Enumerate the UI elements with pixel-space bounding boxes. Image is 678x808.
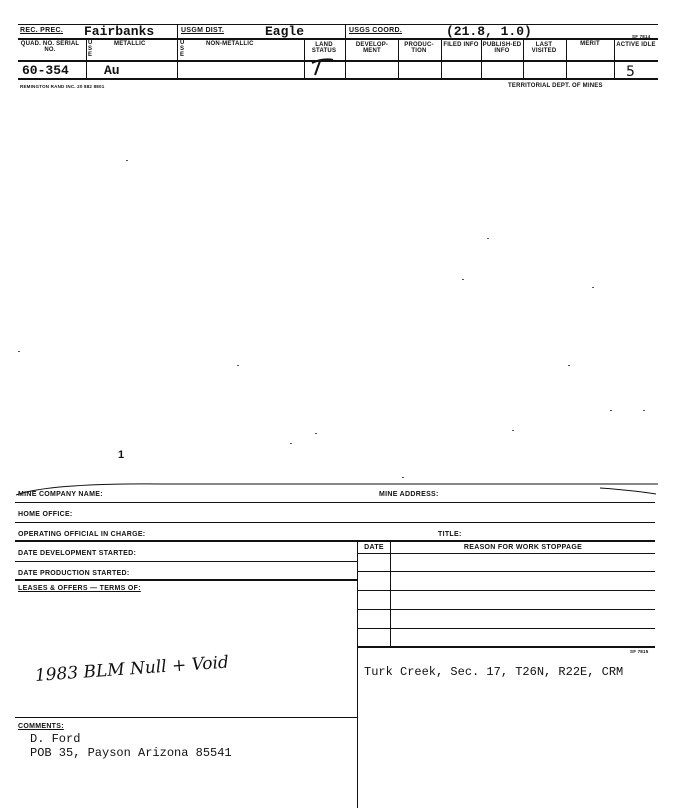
land-status-checkmark <box>307 55 337 77</box>
rec-prec-label: REC. PREC. <box>20 27 64 34</box>
footer-left: REMINGTON RAND INC. 20 882 8801 <box>20 84 105 89</box>
operating-official-label: OPERATING OFFICIAL IN CHARGE: <box>18 531 146 538</box>
handwritten-note: 1983 BLM Null + Void <box>34 652 230 686</box>
mine-company-name-label: MINE COMPANY NAME: <box>18 491 103 498</box>
filed-info-label: FILED INFO <box>443 42 479 48</box>
usgm-dist-label: USGM DIST. <box>181 27 225 34</box>
development-label: DEVELOP-MENT <box>355 42 389 54</box>
page-mark: 1 <box>118 449 125 461</box>
date-dev-started-label: DATE DEVELOPMENT STARTED: <box>18 550 137 557</box>
use-label-1: U S E <box>88 40 93 58</box>
metallic-label: METALLIC <box>114 41 146 47</box>
metallic-value: Au <box>104 63 120 78</box>
usgm-dist-value: Eagle <box>265 24 305 39</box>
serial-no-label: SERIAL NO. <box>44 41 80 53</box>
published-info-label: PUBLISH-ED INFO <box>482 42 522 54</box>
footer-right: TERRITORIAL DEPT. OF MINES <box>508 83 603 89</box>
reason-col-label: REASON FOR WORK STOPPAGE <box>463 544 583 551</box>
date-col-label: DATE <box>364 544 384 551</box>
form-number-top: SF 7814 <box>632 34 651 39</box>
merit-label: MERIT <box>580 41 600 47</box>
use-label-2: U S E <box>180 40 185 58</box>
center-divider <box>357 540 358 808</box>
comment-line-1: D. Ford <box>30 732 81 746</box>
comment-line-2: POB 35, Payson Arizona 85541 <box>30 746 232 760</box>
production-label: PRODUC-TION <box>404 42 434 54</box>
title-label: TITLE: <box>438 531 462 538</box>
top-curve <box>10 478 670 498</box>
location-text: Turk Creek, Sec. 17, T26N, R22E, CRM <box>364 665 624 679</box>
nonmetallic-label: NON-METALLIC <box>206 41 254 47</box>
quad-serial-value: 60-354 <box>22 63 69 78</box>
merit-value: 5 <box>626 64 635 80</box>
last-visited-label: LAST VISITED <box>531 42 557 54</box>
active-idle-label: ACTIVE IDLE <box>616 42 656 48</box>
land-status-label: LAND STATUS <box>311 42 337 54</box>
leases-label: LEASES & OFFERS — TERMS OF: <box>18 585 141 592</box>
usgs-coord-value: (21.8, 1.0) <box>446 24 532 39</box>
date-prod-started-label: DATE PRODUCTION STARTED: <box>18 570 130 577</box>
comments-label: COMMENTS: <box>18 723 64 730</box>
home-office-label: HOME OFFICE: <box>18 511 73 518</box>
quad-no-label: QUAD. NO. <box>20 41 55 47</box>
rec-prec-value: Fairbanks <box>84 24 155 39</box>
usgs-coord-label: USGS COORD. <box>349 27 403 34</box>
form-number-bottom: SF 7815 <box>630 649 649 654</box>
mine-address-label: MINE ADDRESS: <box>379 491 439 498</box>
